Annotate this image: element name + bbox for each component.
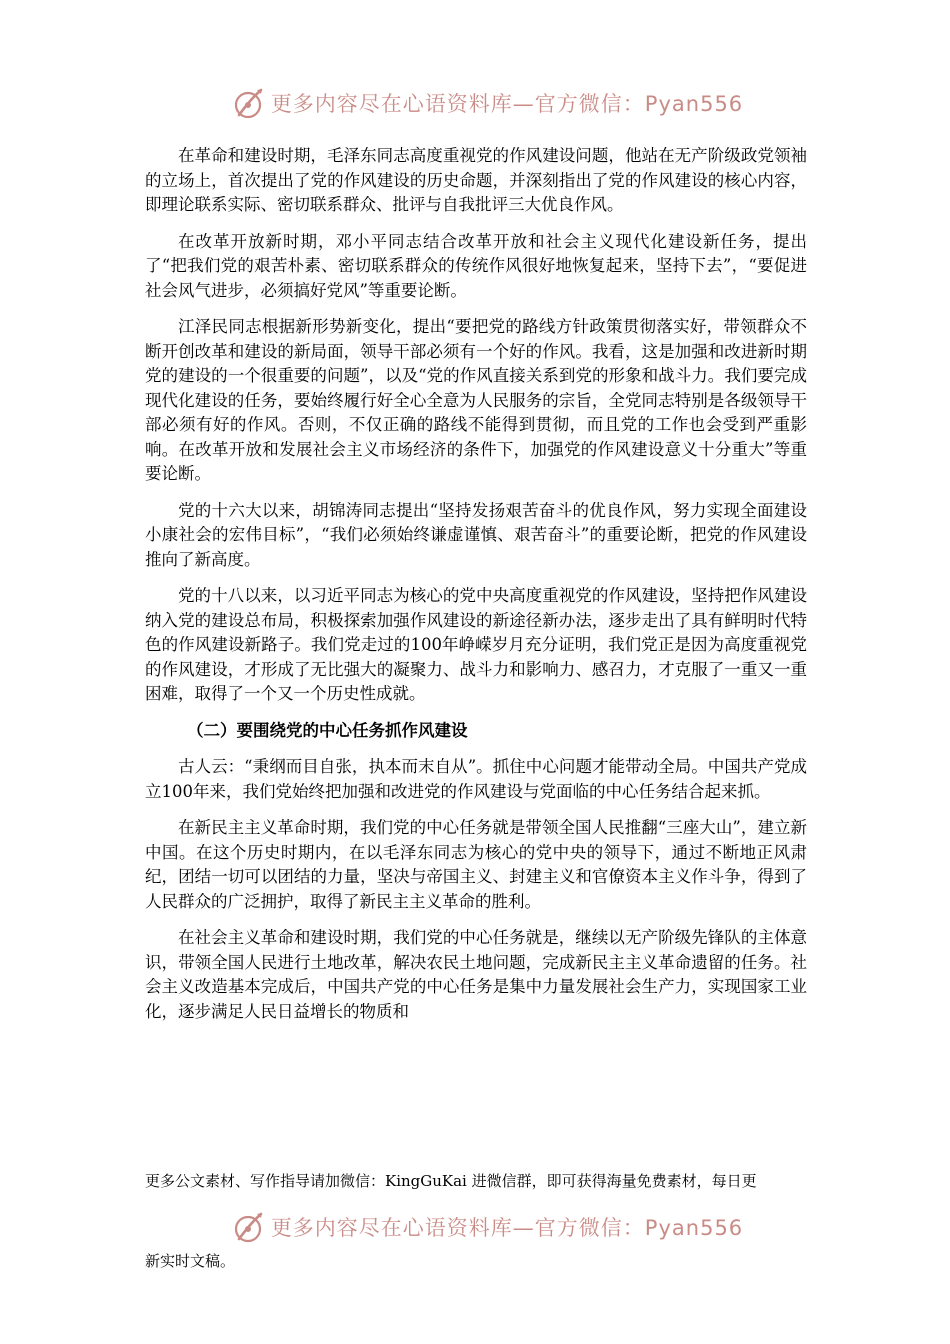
pen-logo-icon xyxy=(231,85,267,121)
section-heading: （二）要围绕党的中心任务抓作风建设 xyxy=(187,720,468,740)
footer-note: 更多公文素材、写作指导请加微信：KingGuKai 进微信群，即可获得海量免费素材，每日更 xyxy=(145,1172,757,1190)
document-body xyxy=(145,144,807,1036)
watermark-text: 更多内容尽在心语资料库—官方微信：Pyan556 xyxy=(270,1216,744,1240)
paragraph: 在改革开放新时期，邓小平同志结合改革开放和社会主义现代化建设新任务，提出了“把我们党的艰苦朴素、密切联系群众的传统作风很好地恢复起来，坚持下去”，“要促进社会风气进步，必须搞好党风”等重要论断。 xyxy=(145,231,807,300)
footer-note-continuation: 新实时文稿。 xyxy=(145,1252,236,1270)
paragraph: 在革命和建设时期，毛泽东同志高度重视党的作风建设问题，他站在无产阶级政党领袖的立场上，首次提出了党的作风建设的历史命题，并深刻指出了党的作风建设的核心内容，即理论联系实际、密切联系群众、批评与自我批评三大优良作风。 xyxy=(145,146,807,214)
paragraph: 古人云：“秉纲而目自张，执本而末自从”。抓住中心问题才能带动全局。中国共产党成立100年来，我们党始终把加强和改进党的作风建设与党面临的中心任务结合起来抓。 xyxy=(145,757,807,801)
paragraph: 在社会主义革命和建设时期，我们党的中心任务就是，继续以无产阶级先锋队的主体意识，带领全国人民进行土地改革，解决农民土地问题，完成新民主主义革命遗留的任务。社会主义改造基本完成后，中国共产党的中心任务是集中力量发展社会生产力，实现国家工业化，逐步满足人民日益增长的物质和 xyxy=(145,928,807,1021)
header-watermark xyxy=(0,83,950,123)
paragraph: 江泽民同志根据新形势新变化，提出“要把党的路线方针政策贯彻落实好，带领群众不断开创改革和建设的新局面，领导干部必须有一个好的作风。我看，这是加强和改进新时期党的建设的一个很重要的问题”，以及“党的作风直接关系到党的形象和战斗力。我们要完成现代化建设的任务，要始终履行好全心全意为人民服务的宗旨，全党同志特别是各级领导干部必须有好的作风。否则，不仅正确的路线不能得到贯彻，而且党的工作也会受到严重影响。在改革开放和发展社会主义市场经济的条件下，加强党的作风建设意义十分重大”等重要论断。 xyxy=(145,317,807,483)
footer-watermark xyxy=(0,1207,950,1247)
watermark-text: 更多内容尽在心语资料库—官方微信：Pyan556 xyxy=(270,92,744,116)
paragraph: 党的十八以来，以习近平同志为核心的党中央高度重视党的作风建设，坚持把作风建设纳入党的建设总布局，积极探索加强作风建设的新途径新办法，逐步走出了具有鲜明时代特色的作风建设新路子。我们党走过的100年峥嵘岁月充分证明，我们党正是因为高度重视党的作风建设，才形成了无比强大的凝聚力、战斗力和影响力、感召力，才克服了一重又一重困难，取得了一个又一个历史性成就。 xyxy=(145,586,807,703)
pen-logo-icon xyxy=(231,1209,267,1245)
paragraph: 在新民主主义革命时期，我们党的中心任务就是带领全国人民推翻“三座大山”，建立新中国。在这个历史时期内，在以毛泽东同志为核心的党中央的领导下，通过不断地正风肃纪，团结一切可以团结的力量，坚决与帝国主义、封建主义和官僚资本主义作斗争，得到了人民群众的广泛拥护，取得了新民主主义革命的胜利。 xyxy=(145,818,807,911)
paragraph: 党的十六大以来，胡锦涛同志提出“坚持发扬艰苦奋斗的优良作风，努力实现全面建设小康社会的宏伟目标”，“我们必须始终谦虚谨慎、艰苦奋斗”的重要论断，把党的作风建设推向了新高度。 xyxy=(145,500,807,569)
